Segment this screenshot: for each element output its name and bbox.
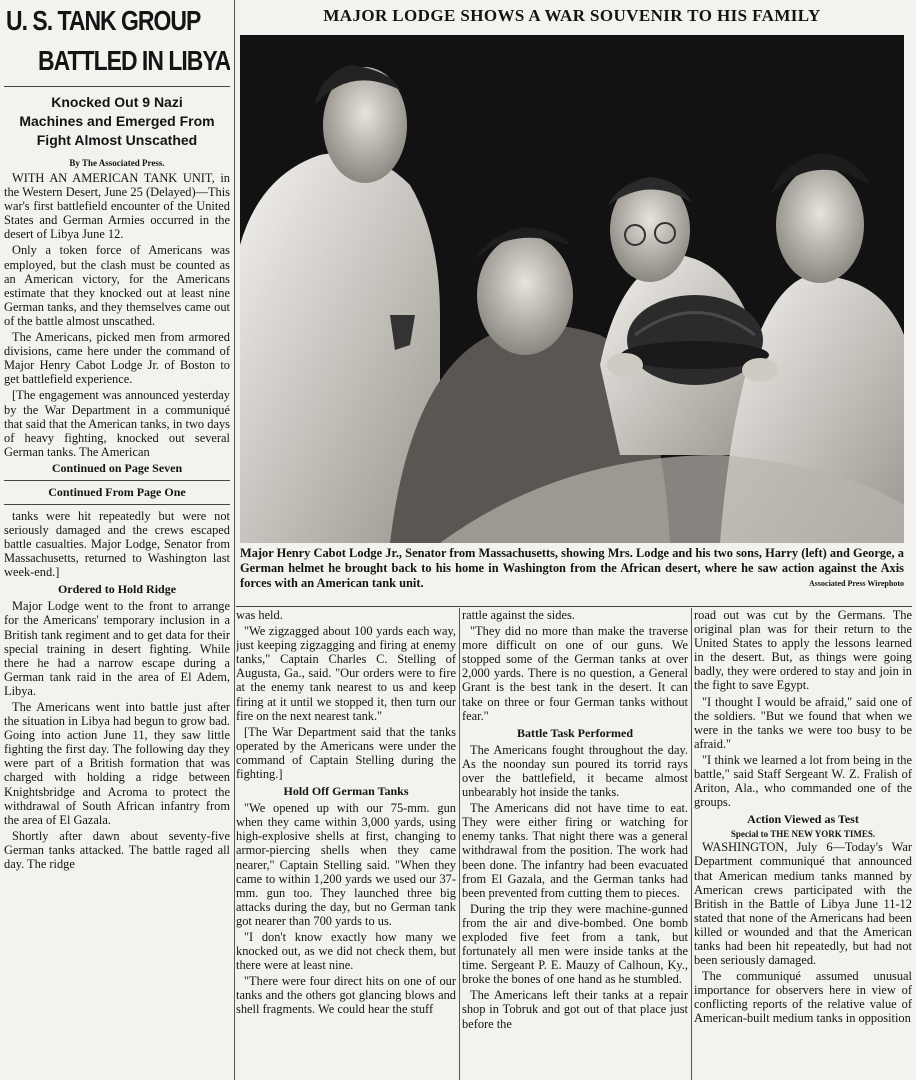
subhead-hold-off-german-tanks: Hold Off German Tanks xyxy=(283,784,409,799)
photo-headline: MAJOR LODGE SHOWS A WAR SOUVENIR TO HIS FAMILY xyxy=(323,6,821,25)
headline-line-1: U. S. TANK GROUP xyxy=(6,5,201,36)
paragraph: The Americans went into battle just after the situation in Libya had begun to grow bad. Going into action June 11, they saw little fighting the first day. The following day they were part of a British formation that was charged with holding a ridge between Knightsbridge and Acroma to protect the withdrawal of South African infantry from the area of El Gazala. xyxy=(4,700,230,827)
paragraph: "We zigzagged about 100 yards each way, just keeping zigzagging and firing at enemy tanks," Captain Charles C. Stelling of Augusta, Ga., said. "Our orders were to fire at the enemy tank nearest to us and keep firing at it until we stopped it, then turn our fire on the next nearest tank." xyxy=(236,624,456,723)
paragraph: The Americans fought throughout the day. As the noonday sun poured its torrid rays over the battlefield, it became almost unbearably hot inside the tanks. xyxy=(462,742,688,800)
paragraph: rattle against the sides. xyxy=(462,608,575,622)
photo-illustration xyxy=(240,35,904,543)
continued-on: Continued on Page Seven xyxy=(51,460,183,475)
paragraph: The Americans, picked men from armored divisions, came here under the command of Major Henry Cabot Lodge Jr. of Boston to get battlefield experience. xyxy=(4,330,230,387)
paragraph: The Americans did not have time to eat. They were either firing or watching for enemy tanks. That night there was a general withdrawal from the position. The work had been done. The infantry had been evacuated from El Gazala, and the German tanks had been prevented from cutting them to pieces. xyxy=(462,801,688,900)
divider xyxy=(4,480,230,481)
column-rule xyxy=(459,608,460,1080)
paragraph: WASHINGTON, July 6—Today's War Department communiqué that announced that American medium tanks manned by American crews participated with the British in the Battle of Libya June 11-12 stated that none of the Americans had been killed or wounded and that the American tanks had been hit repeatedly, but had not been seriously damaged. xyxy=(694,840,912,968)
photo-credit: Associated Press Wirephoto xyxy=(809,579,904,588)
photo-caption xyxy=(240,546,904,591)
column-3 xyxy=(462,608,688,1080)
continued-from: Continued From Page One xyxy=(48,484,186,499)
subhead-ordered-to-hold-ridge: Ordered to Hold Ridge xyxy=(57,582,177,597)
paragraph: [The engagement was announced yesterday by the War Department in a communiqué that said that the American tanks, in two days of heavy fighting, knocked out several German tanks. The American xyxy=(4,388,230,459)
paragraph: "I think we learned a lot from being in the battle," said Staff Sergeant W. Z. Fralish of Ariton, Ala., who commanded one of the groups. xyxy=(694,752,912,810)
column-rule xyxy=(234,0,235,1080)
paragraph: Major Lodge went to the front to arrange for the Americans' temporary inclusion in a British tank regiment and to get data for their special training in desert fighting. While there he had a narrow escape during a German tank raid in the area of El Adem, Libya. xyxy=(4,599,230,698)
divider xyxy=(4,504,230,505)
caption-text: Major Henry Cabot Lodge Jr., Senator from Massachusetts, showing Mrs. Lodge and his two sons, Harry (left) and George, a German helmet he brought back to his home in Washington from the African desert, where he saw action against the Axis forces with an American tank unit. xyxy=(240,546,904,590)
paragraph: was held. xyxy=(236,608,283,622)
subhead-battle-task-performed: Battle Task Performed xyxy=(517,725,633,740)
paragraph: Only a token force of Americans was employed, but the clash must be counted as an American victory, for the Americans estimate that they knocked out at least nine German tanks, and they themselves came out of the battle almost unscathed. xyxy=(4,243,230,328)
column-4 xyxy=(694,608,912,1080)
paragraph: "There were four direct hits on one of our tanks and the others got glancing blows and shell fragments. We could hear the stuff xyxy=(236,974,456,1017)
paragraph: [The War Department said that the tanks operated by the Americans were under the command of Captain Stelling during the fighting.] xyxy=(236,724,456,782)
subhead-action-viewed-as-test: Action Viewed as Test xyxy=(747,812,859,827)
article-body-1 xyxy=(4,171,230,459)
byline: By The Associated Press. xyxy=(69,158,165,168)
deck: Knocked Out 9 Nazi Machines and Emerged From Fight Almost Unscathed xyxy=(19,94,215,148)
left-column xyxy=(4,0,230,1080)
paragraph: road out was cut by the Germans. The original plan was for their return to the United States to apply the lessons learned in the desert. But, as things were going badly, they were ordered to stay and join in the fight to save Egypt. xyxy=(694,608,912,693)
paragraph: The communiqué assumed unusual importance for observers here in view of conflicting reports of the relative value of American-built medium tanks in opposition xyxy=(694,969,912,1026)
column-2 xyxy=(236,608,456,1080)
paragraph: During the trip they were machine-gunned from the air and dive-bombed. One bomb exploded five feet from a tank, but fortunately all men were inside tanks at the time. Sergeant P. E. Mauzy of Calhoun, Ky., broke the bones of one hand as he stumbled. xyxy=(462,901,688,987)
photo-lodge-family xyxy=(240,35,904,543)
paragraph: "I thought I would be afraid," said one of the soldiers. "But we found that when we were in the tanks we were too busy to be afraid." xyxy=(694,694,912,751)
special-dateline: Special to THE NEW YORK TIMES. xyxy=(730,829,876,840)
paragraph: WITH AN AMERICAN TANK UNIT, in the Western Desert, June 25 (Delayed)—This war's first battlefield encounter of the United States and German Armies occurred in the desert of Libya June 12. xyxy=(4,171,230,242)
paragraph: Shortly after dawn about seventy-five German tanks attacked. The battle raged all day. The ridge xyxy=(4,828,230,872)
paragraph: "We opened up with our 75-mm. gun when they came within 3,000 yards, using high-explosive shells at first, changing to armor-piercing shells when they came nearer," Captain Stelling said. "When they came to within 1,200 yards we used our 37-mm. gun too. They launched three big attacks during the day, but no German tank got nearer than 700 yards to us. xyxy=(236,801,456,928)
divider xyxy=(236,606,912,607)
divider xyxy=(4,86,230,87)
paragraph: The Americans left their tanks at a repair shop in Tobruk and got out of that place just before the xyxy=(462,988,688,1031)
paragraph: tanks were hit repeatedly but were not seriously damaged and the crews escaped battle casualties. Major Lodge, Senator from Massachusetts, returned to Washington last week-end.] xyxy=(4,508,230,580)
column-rule xyxy=(691,608,692,1080)
headline-line-2: BATTLED IN LIBYA xyxy=(38,45,230,76)
paragraph: "I don't know exactly how many we knocked out, as we did not check them, but there were at least nine. xyxy=(236,929,456,973)
paragraph: "They did no more than make the traverse more difficult on one of our guns. We stopped some of the German tanks at over 2,000 yards. There is no question, a General Grant is the best tank in the desert. It can take on three or four German tanks without fear." xyxy=(462,624,688,723)
